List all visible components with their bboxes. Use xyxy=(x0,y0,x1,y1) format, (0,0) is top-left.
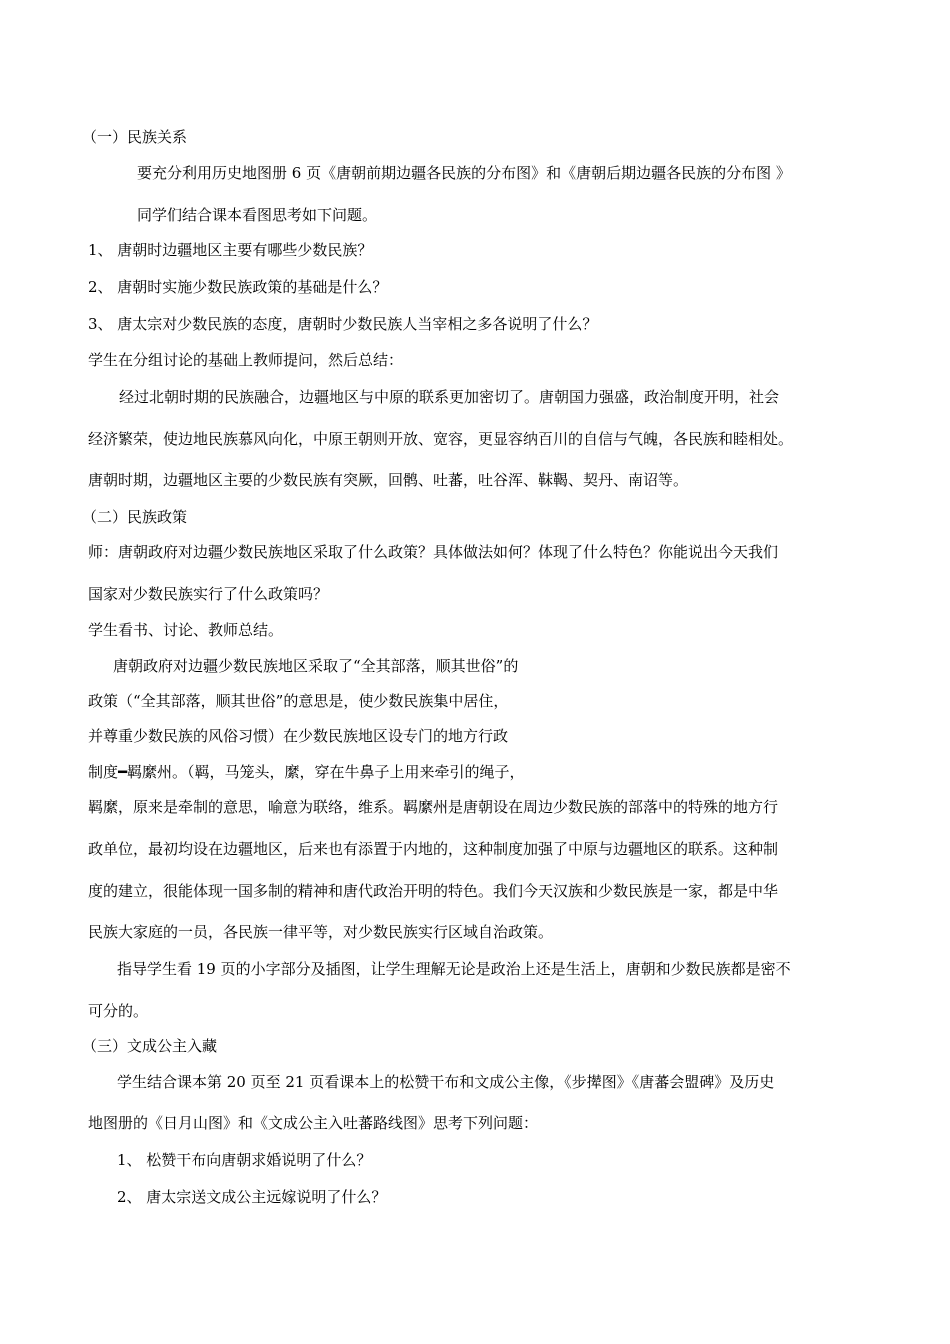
question-item: 1、 唐朝时边疆地区主要有哪些少数民族？ xyxy=(88,241,373,259)
paragraph-text: 师：唐朝政府对边疆少数民族地区采取了什么政策？具体做法如何？体现了什么特色？你能说出今天我们 xyxy=(88,543,779,561)
paragraph-text: 学生结合课本第 20 页至 21 页看课本上的松赞干布和文成公主像，《步撵图》《唐蕃会盟碑》及历史 xyxy=(117,1073,775,1091)
paragraph-text: 政单位，最初均设在边疆地区，后来也有添置于内地的，这种制度加强了中原与边疆地区的联系。这种制 xyxy=(88,840,779,858)
paragraph-text: 指导学生看 19 页的小字部分及插图，让学生理解无论是政治上还是生活上，唐朝和少数民族都是密不 xyxy=(117,960,791,978)
paragraph-text: 学生在分组讨论的基础上教师提问，然后总结： xyxy=(88,351,404,369)
paragraph-text: 经过北朝时期的民族融合，边疆地区与中原的联系更加密切了。唐朝国力强盛，政治制度开明，社会 xyxy=(119,388,780,406)
paragraph-text: 地图册的《日月山图》和《文成公主入吐蕃路线图》思考下列问题： xyxy=(88,1114,539,1132)
paragraph-text: 羁縻，原来是牵制的意思，喻意为联络，维系。羁縻州是唐朝设在周边少数民族的部落中的特殊的地方行 xyxy=(88,798,779,816)
paragraph-text: 唐朝时期，边疆地区主要的少数民族有突厥，回鹘、吐蕃，吐谷浑、靺鞨、契丹、南诏等。 xyxy=(88,471,689,489)
paragraph-text: 唐朝政府对边疆少数民族地区采取了“全其部落，顺其世俗”的 xyxy=(113,657,519,675)
question-item: 3、 唐太宗对少数民族的态度，唐朝时少数民族人当宰相之多各说明了什么？ xyxy=(88,315,598,333)
paragraph-text: 要充分利用历史地图册 6 页《唐朝前期边疆各民族的分布图》和《唐朝后期边疆各民族的分布图 》 xyxy=(137,164,791,182)
paragraph-text: 同学们结合课本看图思考如下问题。 xyxy=(137,206,378,224)
paragraph-text: 国家对少数民族实行了什么政策吗？ xyxy=(88,585,329,603)
paragraph-text: 民族大家庭的一员，各民族一律平等，对少数民族实行区域自治政策。 xyxy=(88,923,554,941)
question-item: 2、 唐朝时实施少数民族政策的基础是什么？ xyxy=(88,278,388,296)
question-item: 2、 唐太宗送文成公主远嫁说明了什么？ xyxy=(117,1188,387,1206)
section-heading-ethnic-policy: （二）民族政策 xyxy=(82,508,188,526)
paragraph-text: 度的建立，很能体现一国多制的精神和唐代政治开明的特色。我们今天汉族和少数民族是一家，都是中华 xyxy=(88,882,779,900)
section-heading-princess-wencheng: （三）文成公主入藏 xyxy=(82,1037,218,1055)
question-item: 1、 松赞干布向唐朝求婚说明了什么？ xyxy=(117,1151,372,1169)
paragraph-text: 政策（“全其部落，顺其世俗”的意思是，使少数民族集中居住， xyxy=(88,692,509,710)
paragraph-text: 可分的。 xyxy=(88,1002,149,1020)
paragraph-text: 并尊重少数民族的风俗习惯）在少数民族地区设专门的地方行政 xyxy=(88,727,509,745)
paragraph-text: 制度━羁縻州。（羁，马笼头，縻，穿在牛鼻子上用来牵引的绳子， xyxy=(88,763,525,781)
paragraph-text: 经济繁荣，使边地民族慕风向化，中原王朝则开放、宽容，更显容纳百川的自信与气魄，各民族和睦相处。 xyxy=(88,430,794,448)
paragraph-text: 学生看书、讨论、教师总结。 xyxy=(88,621,284,639)
section-heading-ethnic-relations: （一）民族关系 xyxy=(82,128,188,146)
